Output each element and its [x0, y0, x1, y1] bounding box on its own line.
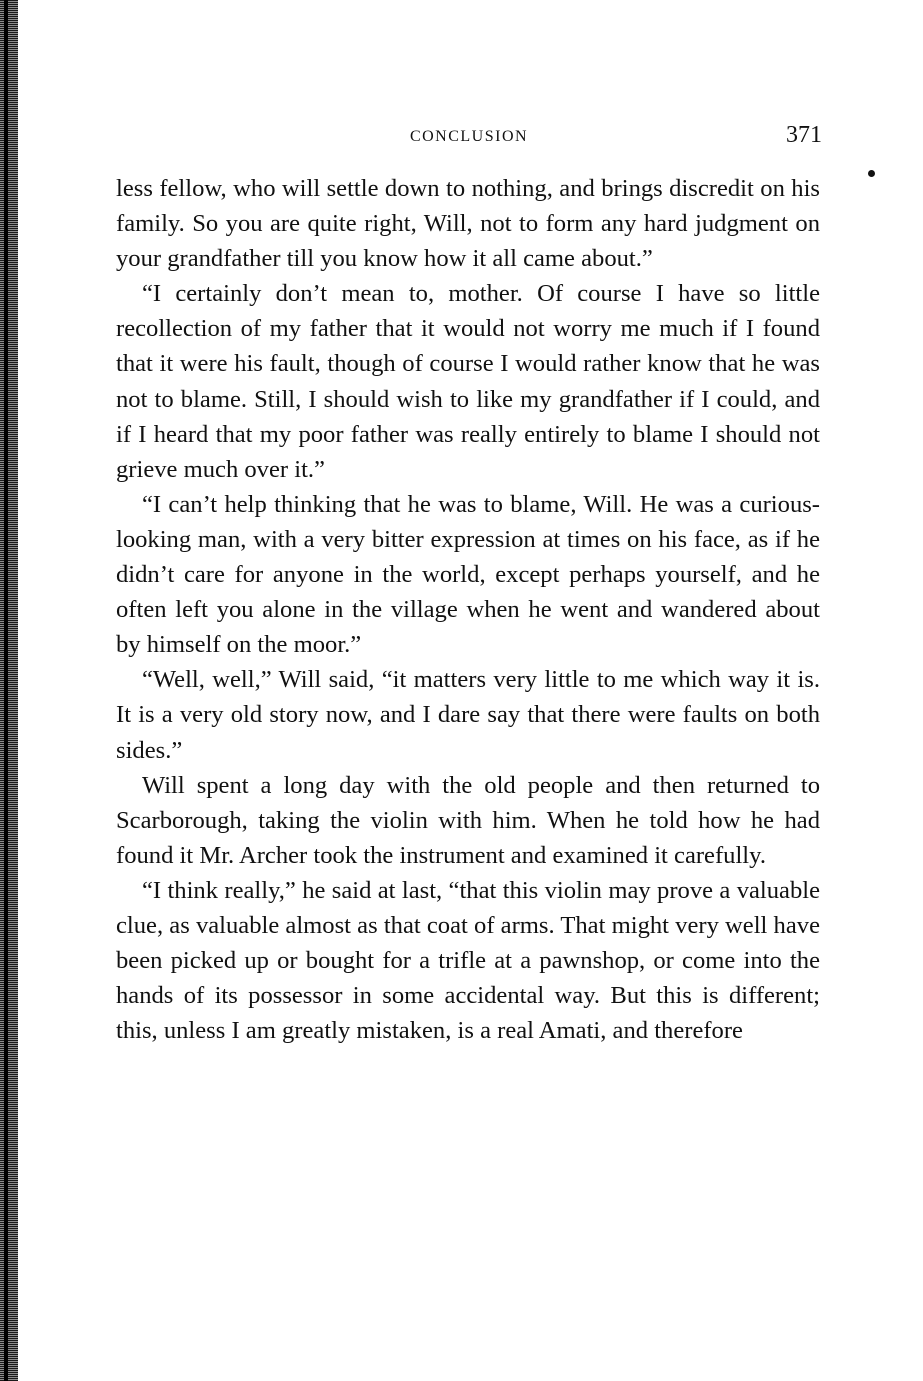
running-head: CONCLUSION [409, 128, 529, 145]
ink-speck [868, 170, 875, 177]
paragraph-3: “I can’t help thinking that he was to blame, Will. He was a curious-looking man, with a very bitter expression at times on his face, as if he didn’t care for anyone in the world, except perhaps yourself, and he often left you alone in the village when he went and wandered about by himself on the moor.” [116, 490, 820, 659]
paragraph-5: Will spent a long day with the old people and then returned to Scarborough, taking the violin with him. When he told how he had found it Mr. Archer took the instrument and examined it carefully. [116, 771, 820, 869]
paragraph-2: “I certainly don’t mean to, mother. Of course I have so little recollection of my father that it would not worry me much if I found that it were his fault, though of course I would rather know that he was not to blame. Still, I should wish to like my grandfather if I could, and if I heard that my poor father was really entirely to blame I should not grieve much over it.” [116, 280, 820, 483]
paragraph-4: “Well, well,” Will said, “it matters very little to me which way it is. It is a very old story now, and I dare say that there were faults on both sides.” [116, 666, 820, 764]
book-binding-edge [0, 0, 18, 1381]
page-number: 371 [786, 122, 822, 148]
paragraph-1: less fellow, who will settle down to nothing, and brings discredit on his family. So you are quite right, Will, not to form any hard judgment on your grandfather till you know how it all came about.” [116, 175, 820, 273]
paragraph-6: “I think really,” he said at last, “that this violin may prove a valuable clue, as valuable almost as that coat of arms. That might very well have been picked up or bought for a trifle at a pawnshop, or come into the hands of its possessor in some accidental way. But this is different; this, unless I am greatly mistaken, is a real Amati, and therefore [116, 876, 820, 1045]
body-text [116, 171, 820, 1048]
page-header [116, 122, 822, 150]
